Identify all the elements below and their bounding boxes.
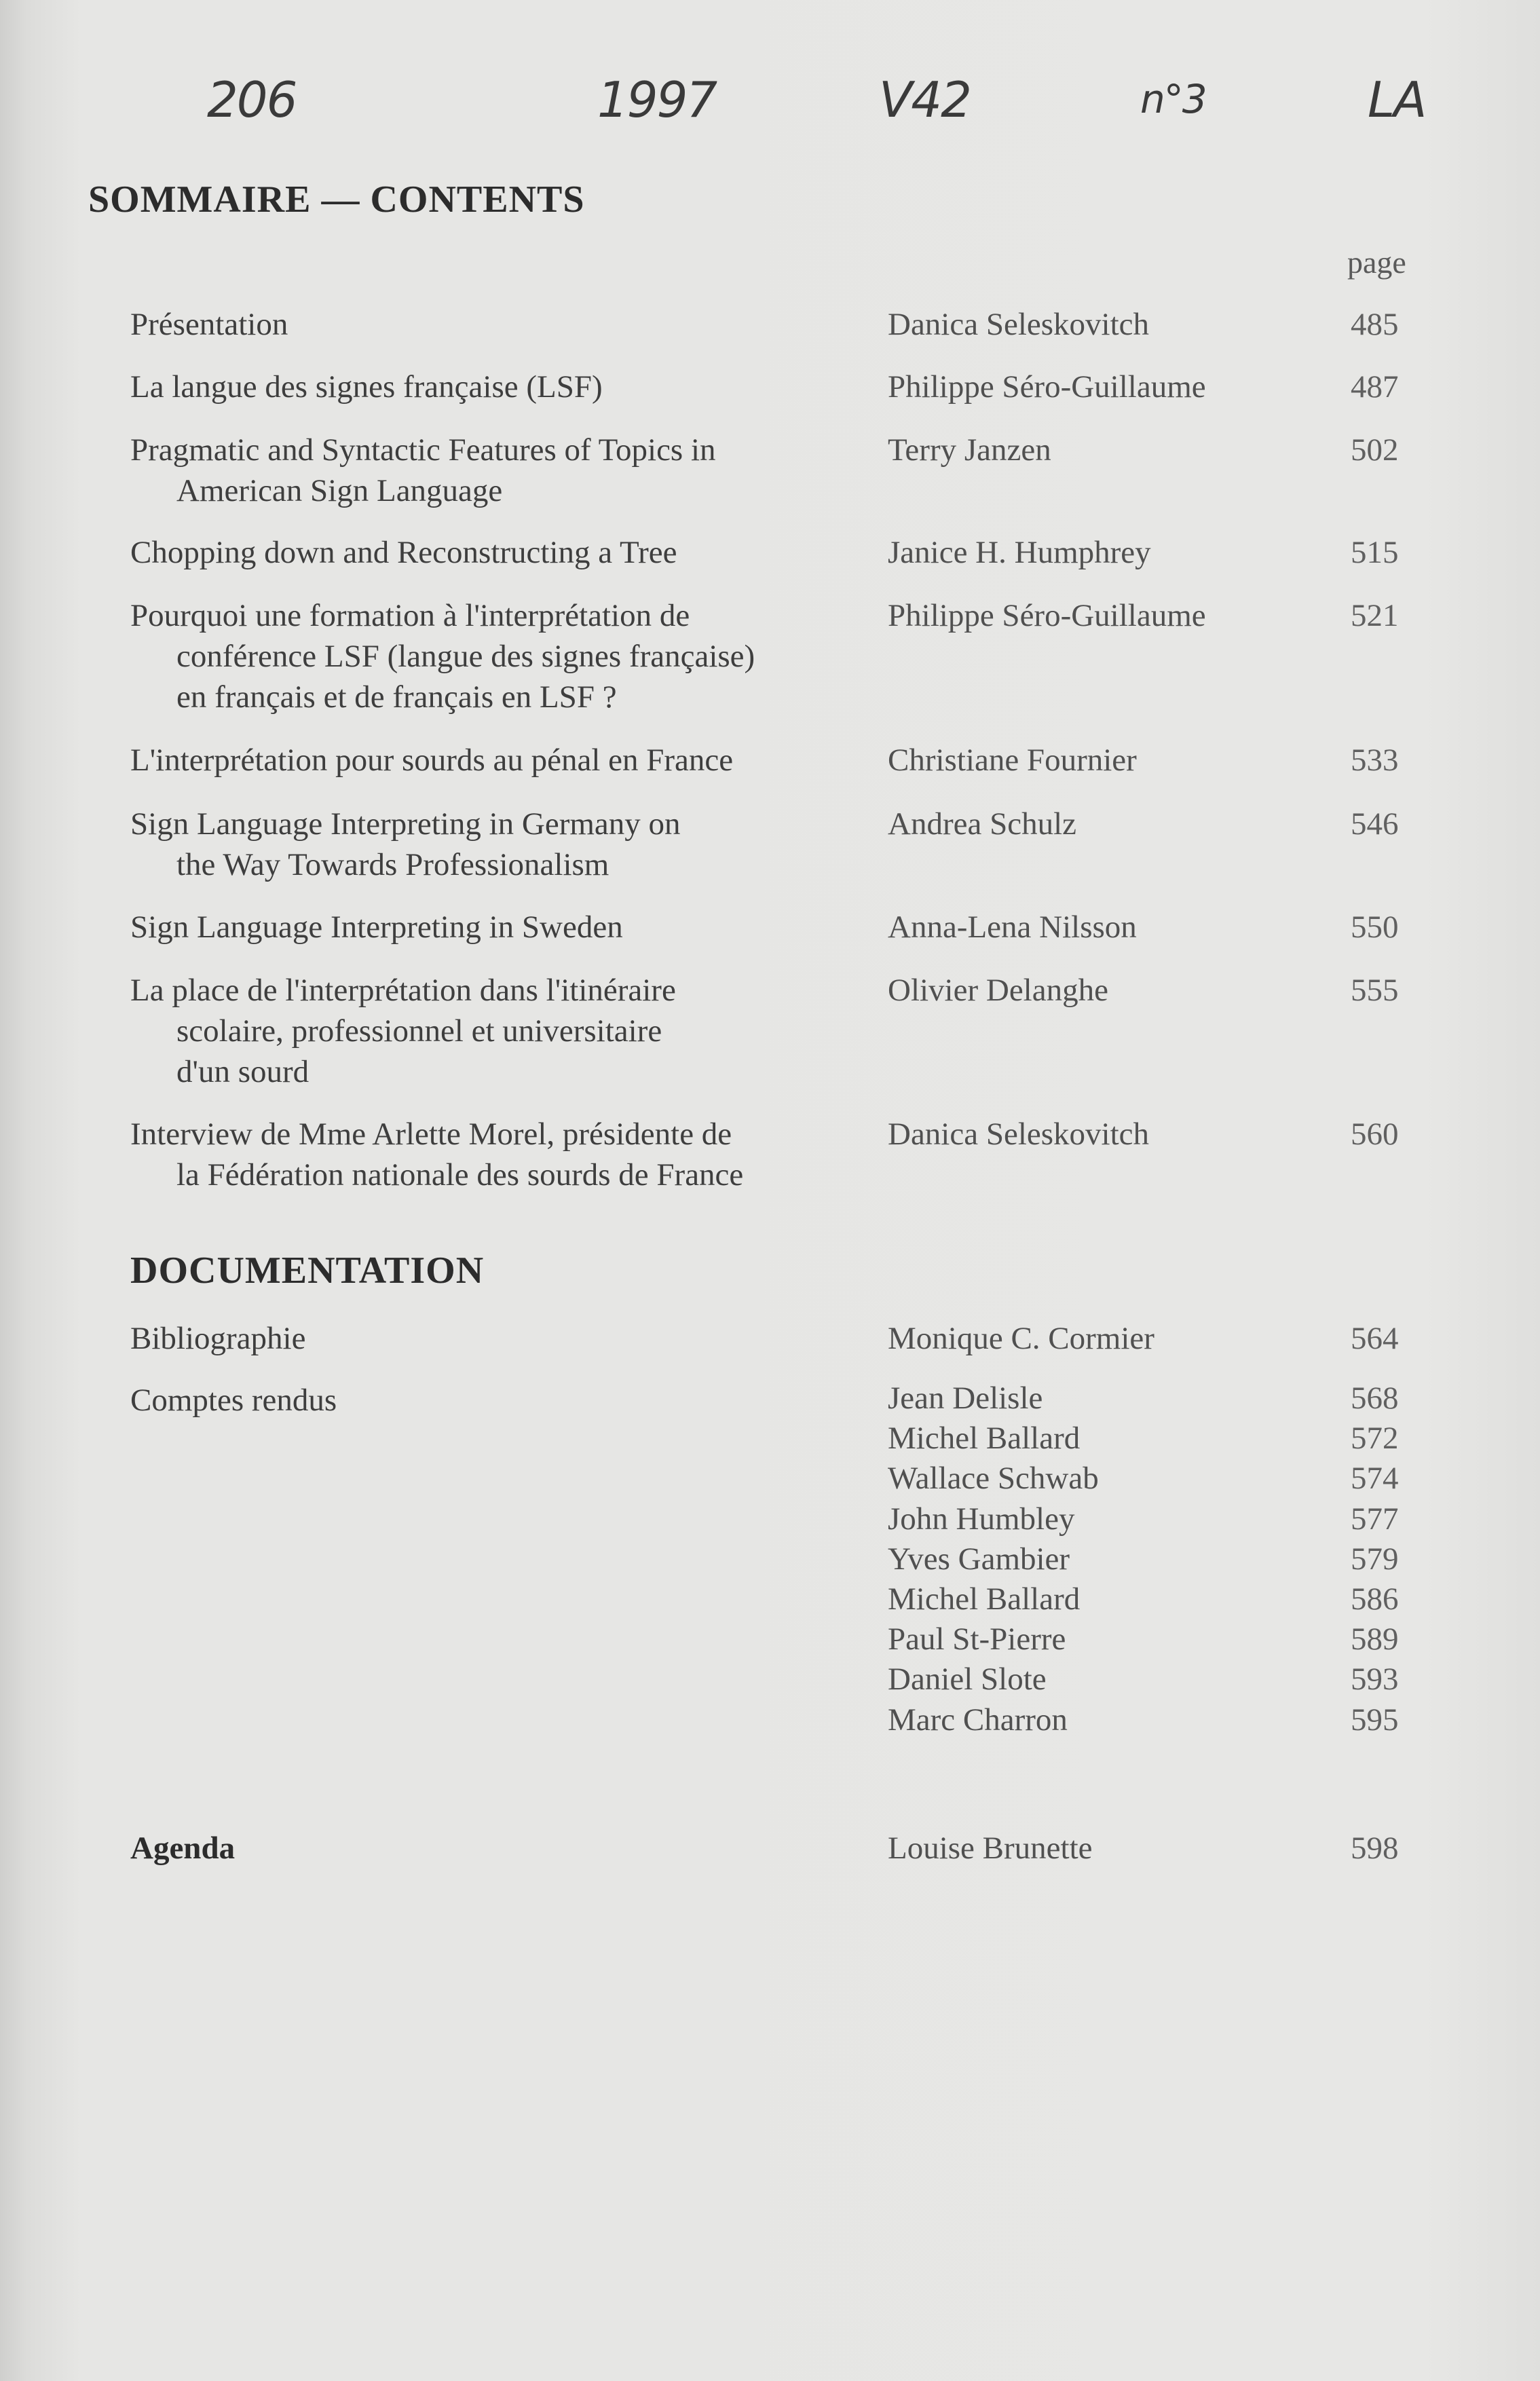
entry-title — [130, 804, 863, 885]
entry-title-line: Sign Language Interpreting in Germany on — [130, 806, 681, 842]
entry-page: 593 — [1351, 1662, 1399, 1698]
entry-author: Marc Charron — [888, 1702, 1068, 1738]
entry-page: 579 — [1351, 1541, 1399, 1577]
entry-title-line: Sign Language Interpreting in Sweden — [130, 910, 623, 945]
entry-title — [130, 1114, 863, 1195]
list-item — [0, 1660, 1540, 1700]
entry-page: 568 — [1351, 1381, 1399, 1416]
entry-title — [130, 304, 863, 345]
comptes-rendus-list — [0, 1379, 1540, 1740]
list-item — [0, 1419, 1540, 1459]
entry-page: 572 — [1351, 1421, 1399, 1457]
entry-page: 598 — [1351, 1831, 1399, 1866]
entry-author: Louise Brunette — [888, 1831, 1093, 1866]
entry-title-line: Comptes rendus — [130, 1383, 337, 1418]
list-item — [0, 1579, 1540, 1619]
entry-title-line: Présentation — [130, 307, 288, 342]
list-item — [0, 1499, 1540, 1539]
entry-page: 546 — [1351, 806, 1399, 842]
entry-title-line: scolaire, professionnel et universitaire — [176, 1013, 662, 1049]
entry-page: 555 — [1351, 973, 1399, 1008]
entry-title-line: en français et de français en LSF ? — [176, 679, 617, 715]
entry-author: Anna-Lena Nilsson — [888, 910, 1137, 945]
entry-title — [130, 532, 863, 573]
entry-page: 574 — [1351, 1461, 1399, 1497]
entry-title-line: Agenda — [130, 1831, 236, 1866]
entry-title-line: Pragmatic and Syntactic Features of Topics in — [130, 432, 716, 468]
entry-title-line: La langue des signes française (LSF) — [130, 369, 603, 405]
entry-page: 560 — [1351, 1117, 1399, 1152]
entry-title-line: American Sign Language — [176, 473, 503, 508]
entry-page: 502 — [1351, 432, 1399, 468]
entry-page: 586 — [1351, 1581, 1399, 1617]
entry-title — [130, 595, 863, 717]
entry-author: Terry Janzen — [888, 432, 1051, 468]
entry-title-line: la Fédération nationale des sourds de France — [176, 1157, 744, 1193]
list-item — [0, 1619, 1540, 1660]
entry-author: Philippe Séro-Guillaume — [888, 369, 1206, 405]
entry-title — [130, 430, 863, 511]
entry-title-line: Pourquoi une formation à l'interprétation de — [130, 598, 690, 633]
entry-page: 564 — [1351, 1321, 1399, 1356]
list-item — [0, 1459, 1540, 1499]
entry-page: 487 — [1351, 369, 1399, 405]
list-item — [0, 1539, 1540, 1579]
handwritten-issue: n°3 — [1140, 76, 1206, 122]
entry-title-line: conférence LSF (langue des signes française) — [176, 639, 755, 674]
entry-title-line: Chopping down and Reconstructing a Tree — [130, 535, 677, 570]
entry-author: Michel Ballard — [888, 1421, 1081, 1457]
entry-title — [130, 367, 863, 407]
entry-title-line: d'un sourd — [176, 1054, 309, 1089]
entry-author: Christiane Fournier — [888, 743, 1137, 778]
entry-title — [130, 970, 863, 1092]
entry-title-line: the Way Towards Professionalism — [176, 847, 609, 882]
entry-author: Daniel Slote — [888, 1662, 1047, 1698]
entry-page: 550 — [1351, 910, 1399, 945]
entry-author: Wallace Schwab — [888, 1461, 1099, 1497]
entry-title — [130, 907, 863, 948]
entry-author: Olivier Delanghe — [888, 973, 1108, 1008]
entry-author: John Humbley — [888, 1501, 1075, 1537]
entry-author: Yves Gambier — [888, 1541, 1070, 1577]
entry-page: 485 — [1351, 307, 1399, 342]
entry-author: Danica Seleskovitch — [888, 307, 1150, 342]
entry-author: Monique C. Cormier — [888, 1321, 1154, 1356]
entry-page: 533 — [1351, 743, 1399, 778]
entry-author: Janice H. Humphrey — [888, 535, 1151, 570]
entry-page: 521 — [1351, 598, 1399, 633]
handwritten-number: 206 — [207, 71, 297, 128]
entry-title — [130, 740, 863, 781]
entry-title-line: La place de l'interprétation dans l'itinéraire — [130, 973, 676, 1008]
entry-title-line: L'interprétation pour sourds au pénal en France — [130, 743, 734, 778]
entry-page: 577 — [1351, 1501, 1399, 1537]
entry-author: Andrea Schulz — [888, 806, 1076, 842]
contents-heading: SOMMAIRE — CONTENTS — [88, 179, 585, 221]
entry-title-line: Bibliographie — [130, 1321, 306, 1356]
handwritten-volume: V42 — [879, 71, 971, 128]
entry-author: Paul St-Pierre — [888, 1621, 1066, 1657]
list-item — [0, 1379, 1540, 1419]
entry-title — [130, 1828, 863, 1869]
entry-author: Michel Ballard — [888, 1581, 1081, 1617]
entry-page: 589 — [1351, 1621, 1399, 1657]
entry-author: Danica Seleskovitch — [888, 1117, 1150, 1152]
handwritten-initials: LA — [1368, 71, 1426, 128]
entry-page: 515 — [1351, 535, 1399, 570]
documentation-heading: DOCUMENTATION — [130, 1250, 485, 1292]
list-item — [0, 1700, 1540, 1740]
page-column-label: page — [1347, 245, 1406, 280]
entry-author: Jean Delisle — [888, 1381, 1043, 1416]
entry-author: Philippe Séro-Guillaume — [888, 598, 1206, 633]
handwritten-year: 1997 — [597, 71, 717, 128]
entry-title — [130, 1318, 863, 1359]
entry-title-line: Interview de Mme Arlette Morel, présidente de — [130, 1117, 732, 1152]
entry-page: 595 — [1351, 1702, 1399, 1738]
